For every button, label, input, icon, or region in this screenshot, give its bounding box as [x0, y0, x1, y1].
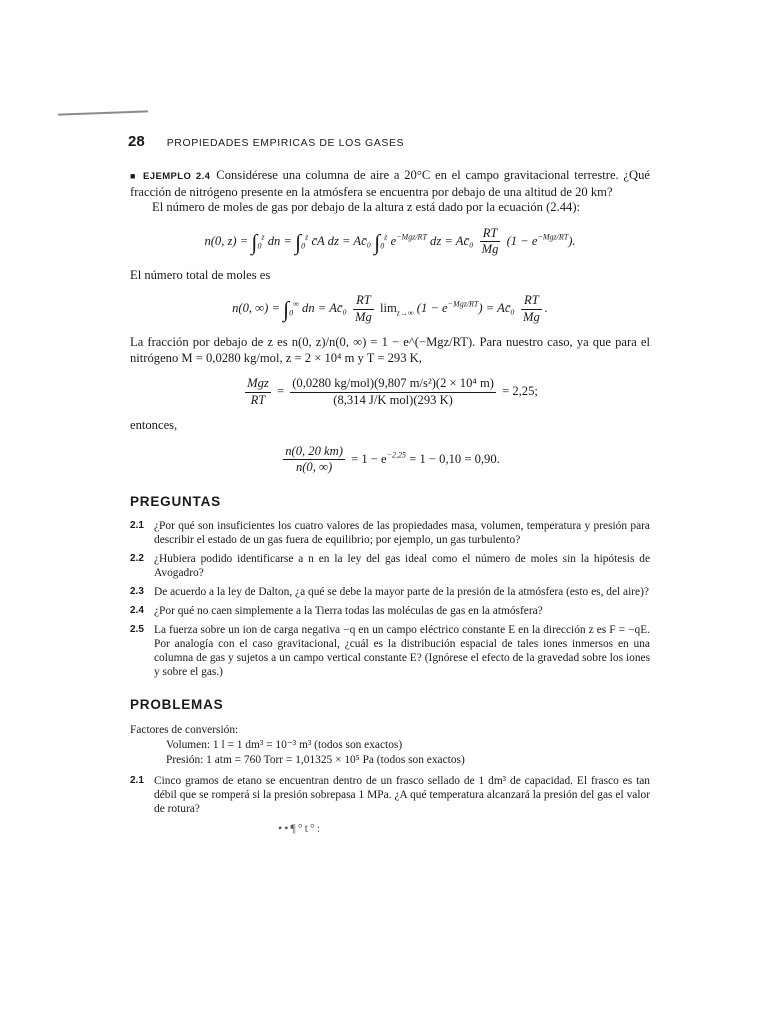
list-item	[130, 585, 650, 599]
fraction-denominator: Mg	[355, 309, 372, 324]
item-text: ¿Hubiera podido identificarse a n en la ley del gas ideal como el número de moles sin la hipótesis de Avogadro?	[154, 553, 650, 579]
eq1-exponent-2: −Mgz/RT	[537, 232, 569, 242]
fraction-denominator: (8,314 J/K mol)(293 K)	[333, 392, 453, 407]
eq1-exponent-1: −Mgz/RT	[396, 232, 427, 242]
item-number: 2.2	[130, 553, 144, 564]
item-text: Cinco gramos de etano se encuentran dentro de un frasco sellado de 1 dm³ de capacidad. El frasco es tan débil que se romperá si la presión sobrepasa 1 MPa. ¿A qué temperatura alcanzará la presión del gas el valor de rotura?	[154, 774, 650, 815]
integral-sign: ∫	[251, 228, 258, 254]
example-paragraph-2: El número de moles de gas por debajo de la altura z está dado por la ecuación (2.44):	[152, 200, 581, 214]
eq2-term-1: dn = Ac̄₀	[302, 300, 347, 315]
limit-subscript: z→∞	[396, 308, 414, 318]
item-text: De acuerdo a la ley de Dalton, ¿a qué se debe la mayor parte de la presión de la atmósfera (esto es, del aire)?	[154, 586, 649, 598]
item-number: 2.1	[130, 520, 144, 531]
fraction-denominator: Mg	[481, 242, 499, 256]
equation-1	[130, 226, 650, 258]
fraction	[521, 293, 542, 325]
item-text: ¿Por qué son insuficientes los cuatro valores de las propiedades masa, volumen, temperatura y presión para describir el estado de un gas fuera de equilibrio; por ejemplo, un gas turbulento?	[154, 520, 650, 546]
fraction-denominator: RT	[250, 392, 266, 407]
fraction-numerator: RT	[353, 293, 374, 310]
fraction	[283, 444, 345, 476]
bullet-icon: ■	[130, 171, 138, 181]
eq4-exponent: −2,25	[386, 450, 407, 460]
eq1-term-5: (1 − e	[506, 233, 538, 248]
eq4-result: = 1 − 0,10 = 0,90.	[409, 451, 500, 466]
example-intro	[130, 168, 650, 200]
fraction-denominator: Mg	[522, 309, 540, 324]
lower-limit: 0	[289, 308, 294, 318]
item-number: 2.5	[130, 624, 144, 635]
fraction	[245, 376, 271, 408]
page-edge-mark	[58, 110, 148, 115]
limit-operator: lim	[379, 300, 397, 315]
fraction	[480, 226, 501, 258]
equation-4	[130, 444, 650, 476]
eq2-lhs: n(0, ∞) =	[232, 300, 280, 315]
preguntas-list	[130, 519, 650, 679]
equation-2	[130, 293, 650, 325]
eq1-lhs: n(0, z) =	[204, 233, 249, 248]
item-text: ¿Por qué no caen simplemente a la Tierra todas las moléculas de gas en la atmósfera?	[154, 605, 543, 617]
item-number: 2.1	[130, 774, 144, 786]
preguntas-title: PREGUNTAS	[130, 493, 221, 509]
equals-sign: =	[276, 383, 285, 398]
upper-limit: z	[384, 232, 388, 242]
fraction	[290, 376, 496, 408]
list-item	[130, 552, 650, 580]
factor-pressure: Presión: 1 atm = 760 Torr = 1,01325 × 10⁵ Pa (todos son exactos)	[166, 753, 465, 766]
page-content	[130, 168, 650, 836]
factor-volume: Volumen: 1 l = 1 dm³ = 10⁻³ m³ (todos son exactos)	[166, 738, 403, 751]
example-paragraph-5: entonces,	[130, 418, 178, 432]
upper-limit: ∞	[293, 299, 299, 309]
factors-label: Factores de conversión:	[130, 723, 239, 736]
fraction-numerator: n(0, 20 km)	[283, 444, 345, 461]
item-text: La fuerza sobre un ion de carga negativa −q en un campo eléctrico constante E en la dirección z es F = −qE. Por analogía con el caso gravitacional, ¿cuál es la distribución espacial de tales iones inmersos en una columna de gas y sujetos a un campo vertical constante E? (Ignórese el efecto de la gravedad sobre los iones y sobre el gas.)	[154, 624, 650, 678]
example-paragraph-3: El número total de moles es	[130, 267, 271, 282]
fraction-numerator: Mgz	[245, 376, 271, 393]
upper-limit: z	[305, 232, 309, 242]
eq2-term-4: .	[544, 300, 548, 315]
lower-limit: 0	[301, 240, 306, 250]
fraction-denominator: n(0, ∞)	[295, 460, 333, 474]
eq1-term-4: dz = Ac̄₀	[430, 233, 474, 248]
eq1-term-2: c̄A dz = Ac̄₀	[311, 233, 372, 248]
item-number: 2.3	[130, 586, 144, 597]
page-number: 28	[128, 133, 145, 150]
equation-3	[130, 376, 650, 408]
list-item	[130, 604, 650, 618]
fraction-numerator: RT	[521, 293, 542, 310]
integral-sign: ∫	[374, 228, 381, 254]
example-intro-text: Considérese una columna de aire a 20°C en el campo gravitacional terrestre. ¿Qué fracción de nitrógeno presente en la atmósfera se encuentra por debajo de una altitud de 20 km?	[130, 168, 651, 199]
eq1-term-6: ).	[568, 233, 576, 248]
fraction-numerator: RT	[480, 226, 501, 243]
lower-limit: 0	[380, 240, 385, 250]
scribble-mark: ••¶°t°:	[278, 820, 323, 835]
lower-limit: 0	[257, 240, 262, 250]
upper-limit: z	[261, 232, 265, 242]
eq2-exponent: −Mgz/RT	[447, 299, 479, 309]
running-head	[128, 133, 658, 150]
integral-sign: ∫	[283, 296, 290, 322]
conversion-factors	[130, 723, 650, 768]
chapter-title: PROPIEDADES EMPIRICAS DE LOS GASES	[166, 137, 405, 149]
list-item	[130, 774, 650, 816]
list-item	[130, 623, 650, 679]
eq3-result: = 2,25;	[502, 383, 538, 398]
fraction	[353, 293, 374, 325]
item-number: 2.4	[130, 605, 144, 616]
eq1-term-1: dn =	[267, 233, 292, 248]
list-item	[130, 519, 650, 547]
problemas-list	[130, 774, 650, 816]
eq4-term-1: = 1 − e	[351, 451, 387, 466]
integral-sign: ∫	[295, 228, 302, 254]
example-label: EJEMPLO 2.4	[143, 171, 211, 182]
problemas-title: PROBLEMAS	[130, 697, 224, 712]
fraction-numerator: (0,0280 kg/mol)(9,807 m/s²)(2 × 10⁴ m)	[290, 376, 496, 393]
eq2-term-3: ) = Ac̄₀	[478, 300, 515, 315]
example-paragraph-4: La fracción por debajo de z es n(0, z)/n(0, ∞) = 1 − e^(−Mgz/RT). Para nuestro caso, ya que para el nitrógeno M = 0,0280 kg/mol, z = 2 × 10⁴ m y T = 293 K,	[130, 335, 650, 365]
eq2-term-2: (1 − e	[416, 300, 448, 315]
eq1-term-3: e	[390, 233, 397, 248]
